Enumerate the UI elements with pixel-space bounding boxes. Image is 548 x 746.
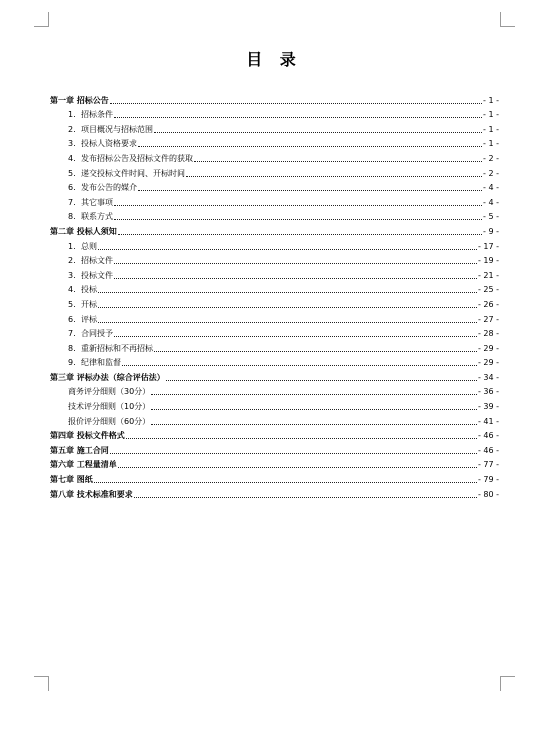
toc-entry-text: 报价评分细则（60分） (68, 416, 151, 426)
toc-entry-number: 8. (68, 212, 76, 222)
toc-page-number: - 17 - (477, 241, 499, 251)
toc-entry-text: 其它事项 (81, 197, 113, 207)
toc-entry-label (50, 446, 109, 456)
toc-section-entry[interactable] (50, 164, 499, 179)
toc-chapter-entry[interactable] (50, 427, 499, 442)
toc-section-entry[interactable] (50, 383, 499, 398)
toc-entry-text: 发布公告的媒介 (81, 183, 137, 193)
toc-entry-text: 第三章 评标办法（综合评估法） (50, 372, 165, 382)
toc-page-number: - 46 - (477, 445, 499, 455)
toc-section-entry[interactable] (50, 339, 499, 354)
toc-dot-leader (154, 350, 477, 352)
toc-entry-label (68, 125, 153, 135)
toc-dot-leader (98, 291, 477, 293)
toc-entry-number: 3. (68, 139, 76, 149)
toc-section-entry[interactable] (50, 149, 499, 164)
toc-chapter-entry[interactable] (50, 222, 499, 237)
toc-dot-leader (122, 364, 477, 366)
toc-entry-label (68, 198, 113, 208)
toc-section-entry[interactable] (50, 120, 499, 135)
toc-section-entry[interactable] (50, 252, 499, 267)
toc-entry-label (68, 139, 137, 149)
toc-entry-number: 7. (68, 197, 76, 207)
toc-page-number: - 26 - (477, 299, 499, 309)
toc-entry-label (50, 373, 165, 383)
toc-entry-number: 5. (68, 168, 76, 178)
toc-chapter-entry[interactable] (50, 441, 499, 456)
toc-dot-leader (138, 145, 482, 147)
toc-dot-leader (166, 379, 477, 381)
toc-entry-number: 1. (68, 110, 76, 120)
toc-entry-text: 技术评分细则（10分） (68, 402, 151, 412)
toc-entry-text: 第八章 技术标准和要求 (50, 489, 133, 499)
toc-dot-leader (118, 233, 482, 235)
toc-entry-label (68, 300, 97, 310)
toc-entry-label (50, 475, 93, 485)
toc-entry-text: 联系方式 (81, 212, 113, 222)
toc-entry-text: 第一章 招标公告 (50, 95, 109, 105)
toc-entry-label (68, 212, 113, 222)
toc-entry-number: 5. (68, 299, 76, 309)
toc-page-number: - 5 - (483, 212, 499, 222)
toc-page-number: - 1 - (483, 110, 499, 120)
toc-entry-label (68, 344, 153, 354)
crop-mark-bottom-left (34, 676, 49, 691)
toc-section-entry[interactable] (50, 106, 499, 121)
toc-entry-label (68, 110, 113, 120)
toc-entry-text: 重新招标和不再招标 (81, 343, 153, 353)
toc-dot-leader (151, 408, 477, 410)
toc-page-number: - 80 - (477, 489, 499, 499)
toc-dot-leader (98, 306, 477, 308)
toc-entry-label (68, 358, 121, 368)
toc-entry-number: 2. (68, 256, 76, 266)
toc-section-entry[interactable] (50, 397, 499, 412)
toc-entry-text: 第五章 施工合同 (50, 445, 109, 455)
toc-entry-text: 评标 (81, 314, 97, 324)
toc-dot-leader (98, 321, 477, 323)
crop-mark-bottom-right (500, 676, 515, 691)
toc-entry-text: 第四章 投标文件格式 (50, 431, 125, 441)
toc-entry-text: 第二章 投标人须知 (50, 226, 117, 236)
toc-section-entry[interactable] (50, 179, 499, 194)
crop-mark-top-right (500, 12, 515, 27)
toc-page-number: - 1 - (483, 95, 499, 105)
toc-entry-label (68, 387, 150, 397)
table-of-contents (50, 91, 499, 500)
toc-dot-leader (126, 437, 477, 439)
toc-entry-label (68, 154, 193, 164)
toc-section-entry[interactable] (50, 325, 499, 340)
toc-entry-label (68, 315, 97, 325)
toc-entry-label (68, 242, 97, 252)
toc-entry-label (68, 329, 113, 339)
toc-dot-leader (118, 466, 477, 468)
toc-page-number: - 36 - (477, 387, 499, 397)
toc-page-number: - 79 - (477, 475, 499, 485)
toc-entry-text: 纪律和监督 (81, 358, 121, 368)
toc-entry-number: 6. (68, 183, 76, 193)
toc-page-number: - 27 - (477, 314, 499, 324)
toc-dot-leader (114, 204, 482, 206)
toc-section-entry[interactable] (50, 266, 499, 281)
toc-page-number: - 4 - (483, 183, 499, 193)
toc-entry-text: 投标 (81, 285, 97, 295)
toc-entry-text: 项目概况与招标范围 (81, 124, 153, 134)
toc-entry-text: 总则 (81, 241, 97, 251)
toc-page-number: - 28 - (477, 329, 499, 339)
toc-page-number: - 34 - (477, 372, 499, 382)
toc-section-entry[interactable] (50, 310, 499, 325)
toc-dot-leader (114, 116, 482, 118)
toc-entry-label (50, 431, 125, 441)
toc-section-entry[interactable] (50, 135, 499, 150)
toc-entry-label (68, 169, 185, 179)
toc-entry-number: 1. (68, 241, 76, 251)
toc-section-entry[interactable] (50, 354, 499, 369)
toc-entry-label (68, 285, 97, 295)
toc-entry-text: 投标文件 (81, 270, 113, 280)
toc-dot-leader (114, 218, 482, 220)
toc-page-number: - 1 - (483, 124, 499, 134)
toc-dot-leader (114, 277, 477, 279)
toc-dot-leader (110, 102, 482, 104)
toc-section-entry[interactable] (50, 208, 499, 223)
toc-page-number: - 2 - (483, 153, 499, 163)
toc-section-entry[interactable] (50, 412, 499, 427)
toc-entry-text: 第七章 图纸 (50, 475, 93, 485)
toc-dot-leader (110, 452, 477, 454)
toc-page-number: - 1 - (483, 139, 499, 149)
toc-entry-text: 招标文件 (81, 256, 113, 266)
toc-entry-label (50, 96, 109, 106)
toc-entry-number: 9. (68, 358, 76, 368)
toc-section-entry[interactable] (50, 237, 499, 252)
toc-entry-label (68, 256, 113, 266)
toc-entry-number: 8. (68, 343, 76, 353)
toc-entry-text: 第六章 工程量清单 (50, 460, 117, 470)
toc-page-number: - 29 - (477, 358, 499, 368)
toc-page-number: - 25 - (477, 285, 499, 295)
toc-chapter-entry[interactable] (50, 91, 499, 106)
toc-entry-text: 开标 (81, 299, 97, 309)
crop-mark-top-left (34, 12, 49, 27)
toc-entry-number: 4. (68, 153, 76, 163)
toc-title: 目 录 (246, 50, 302, 69)
toc-page-number: - 2 - (483, 168, 499, 178)
toc-dot-leader (194, 160, 482, 162)
toc-entry-text: 递交投标文件时间、开标时间 (81, 168, 185, 178)
toc-dot-leader (94, 481, 477, 483)
toc-chapter-entry[interactable] (50, 470, 499, 485)
toc-page-number: - 39 - (477, 402, 499, 412)
toc-entry-label (50, 490, 133, 500)
toc-dot-leader (151, 393, 477, 395)
toc-section-entry[interactable] (50, 281, 499, 296)
toc-dot-leader (114, 335, 477, 337)
toc-page-number: - 21 - (477, 270, 499, 280)
toc-dot-leader (186, 175, 482, 177)
toc-entry-label (68, 183, 137, 193)
toc-entry-number: 6. (68, 314, 76, 324)
toc-entry-text: 投标人资格要求 (81, 139, 137, 149)
toc-page-number: - 41 - (477, 416, 499, 426)
toc-dot-leader (134, 496, 477, 498)
toc-section-entry[interactable] (50, 193, 499, 208)
toc-dot-leader (154, 131, 482, 133)
toc-entry-label (68, 402, 150, 412)
toc-chapter-entry[interactable] (50, 456, 499, 471)
toc-dot-leader (138, 189, 482, 191)
toc-entry-number: 7. (68, 329, 76, 339)
toc-page-number: - 77 - (477, 460, 499, 470)
toc-section-entry[interactable] (50, 295, 499, 310)
toc-dot-leader (114, 262, 477, 264)
toc-dot-leader (98, 248, 477, 250)
toc-entry-label (68, 271, 113, 281)
toc-entry-text: 合同授予 (81, 329, 113, 339)
toc-entry-number: 3. (68, 270, 76, 280)
toc-entry-label (68, 417, 150, 427)
toc-page-number: - 9 - (483, 226, 499, 236)
toc-page-number: - 4 - (483, 197, 499, 207)
toc-dot-leader (151, 423, 477, 425)
toc-entry-label (50, 460, 117, 470)
toc-chapter-entry[interactable] (50, 368, 499, 383)
toc-page-number: - 46 - (477, 431, 499, 441)
toc-entry-number: 2. (68, 124, 76, 134)
toc-entry-label (50, 227, 117, 237)
toc-page-number: - 29 - (477, 343, 499, 353)
toc-entry-number: 4. (68, 285, 76, 295)
toc-entry-text: 发布招标公告及招标文件的获取 (81, 153, 193, 163)
toc-page-number: - 19 - (477, 256, 499, 266)
toc-chapter-entry[interactable] (50, 485, 499, 500)
toc-entry-text: 商务评分细则（30分） (68, 387, 151, 397)
toc-entry-text: 招标条件 (81, 110, 113, 120)
